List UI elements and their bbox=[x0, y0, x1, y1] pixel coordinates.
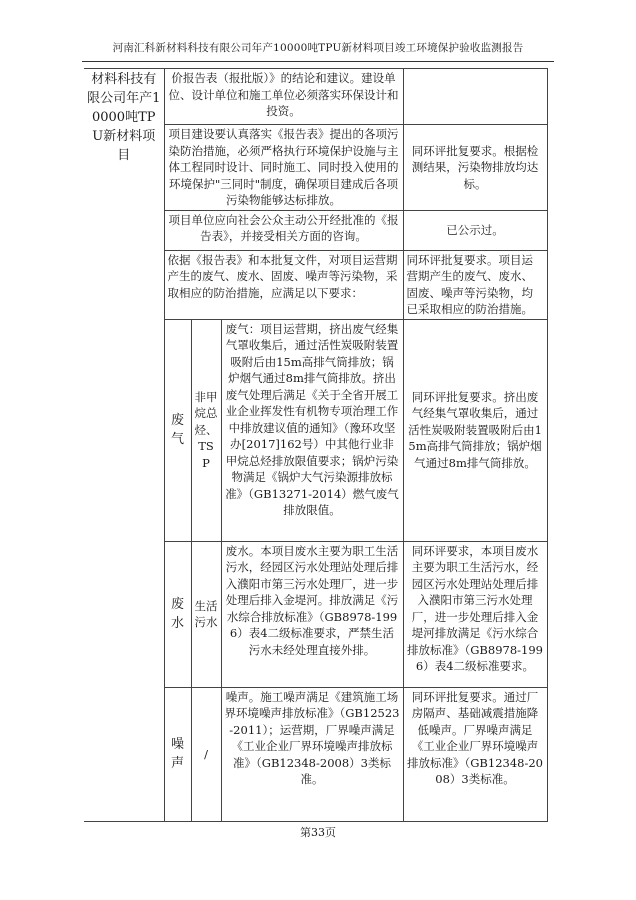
compliance-table bbox=[84, 68, 548, 822]
category-cell: 噪声 bbox=[164, 687, 191, 821]
requirement-cell: 依据《报告表》和本批复文件，对项目运营期产生的废气、废水、固废、噪声等污染物，采取相应的防治措施，应满足以下要求： bbox=[164, 250, 403, 319]
header-rule bbox=[82, 61, 554, 62]
report-page bbox=[84, 68, 547, 844]
table-row bbox=[84, 69, 547, 125]
pollutant-cell: / bbox=[191, 687, 221, 821]
status-cell: 同环评批复要求。挤出废气经集气罩收集后，通过活性炭吸附装置吸附后由15m高排气筒排放；锅炉烟气通过8m排气筒排放。 bbox=[403, 319, 547, 541]
requirement-cell: 废气：项目运营期，挤出废气经集气罩收集后，通过活性炭吸附装置吸附后由15m高排气筒排放；锅炉烟气通过8m排气筒排放。挤出废气处理后满足《关于全省开展工业企业挥发性有机物专项治理工作中排放建议值的通知》（豫环攻坚办[2017]162号）中其他行业非甲烷总烃排放限值要求；锅炉污染物满足《锅炉大气污染源排放标准》（GB13271-2014）燃气废气排放限值。 bbox=[221, 319, 403, 541]
requirement-cell: 价报告表（报批版）》的结论和建议。建设单位、设计单位和施工单位必须落实环保设计和投资。 bbox=[164, 69, 403, 125]
status-cell: 同环评批复要求。根据检测结果，污染物排放均达标。 bbox=[403, 125, 547, 211]
status-cell bbox=[403, 69, 547, 125]
category-cell: 废水 bbox=[164, 541, 191, 687]
status-cell: 已公示过。 bbox=[403, 210, 547, 250]
status-cell: 同环评要求，本项目废水主要为职工生活污水，经园区污水处理站处理后排入濮阳市第三污水处理厂，进一步处理后排入金堤河排放满足《污水综合排放标准》（GB8978-1996）表4二级标准要求。 bbox=[403, 541, 547, 687]
status-cell: 同环评批复要求。项目运营期产生的废气、废水、固废、噪声等污染物，均已采取相应的防治措施。 bbox=[403, 250, 547, 319]
category-cell: 废气 bbox=[164, 319, 191, 541]
pollutant-cell: 非甲烷总烃、TSP bbox=[191, 319, 221, 541]
requirement-cell: 项目建设要认真落实《报告表》提出的各项污染防治措施，必须严格执行环境保护设施与主体工程同时设计、同时施工、同时投入使用的环境保护"三同时"制度，确保项目建成后各项污染物能够达标排放。 bbox=[164, 125, 403, 211]
page-number: 第33页 bbox=[300, 826, 336, 839]
status-cell: 同环评批复要求。通过厂房隔声、基础减震措施降低噪声。厂界噪声满足《工业企业厂界环境噪声排放标准》（GB12348-2008）3类标准。 bbox=[403, 687, 547, 821]
page-header: 河南汇科新材料科技有限公司年产10000吨TPU新材料项目竣工环境保护验收监测报告 bbox=[112, 42, 524, 54]
pollutant-cell: 生活污水 bbox=[191, 541, 221, 687]
requirement-cell: 废水。本项目废水主要为职工生活污水，经园区污水处理站处理后排入濮阳市第三污水处理厂，进一步处理后排入金堤河。排放满足《污水综合排放标准》（GB8978-1996）表4二级标准要求，严禁生活污水未经处理直接外排。 bbox=[221, 541, 403, 687]
project-name-cell: 材料科技有限公司年产10000吨TPU新材料项目 bbox=[84, 69, 164, 822]
requirement-cell: 噪声。施工噪声满足《建筑施工场界环境噪声排放标准》（GB12523-2011）；运营期，厂界噪声满足《工业企业厂界环境噪声排放标准》（GB12348-2008）3类标准。 bbox=[221, 687, 403, 821]
requirement-cell: 项目单位应向社会公众主动公开经批准的《报告表》，并接受相关方面的咨询。 bbox=[164, 210, 403, 250]
